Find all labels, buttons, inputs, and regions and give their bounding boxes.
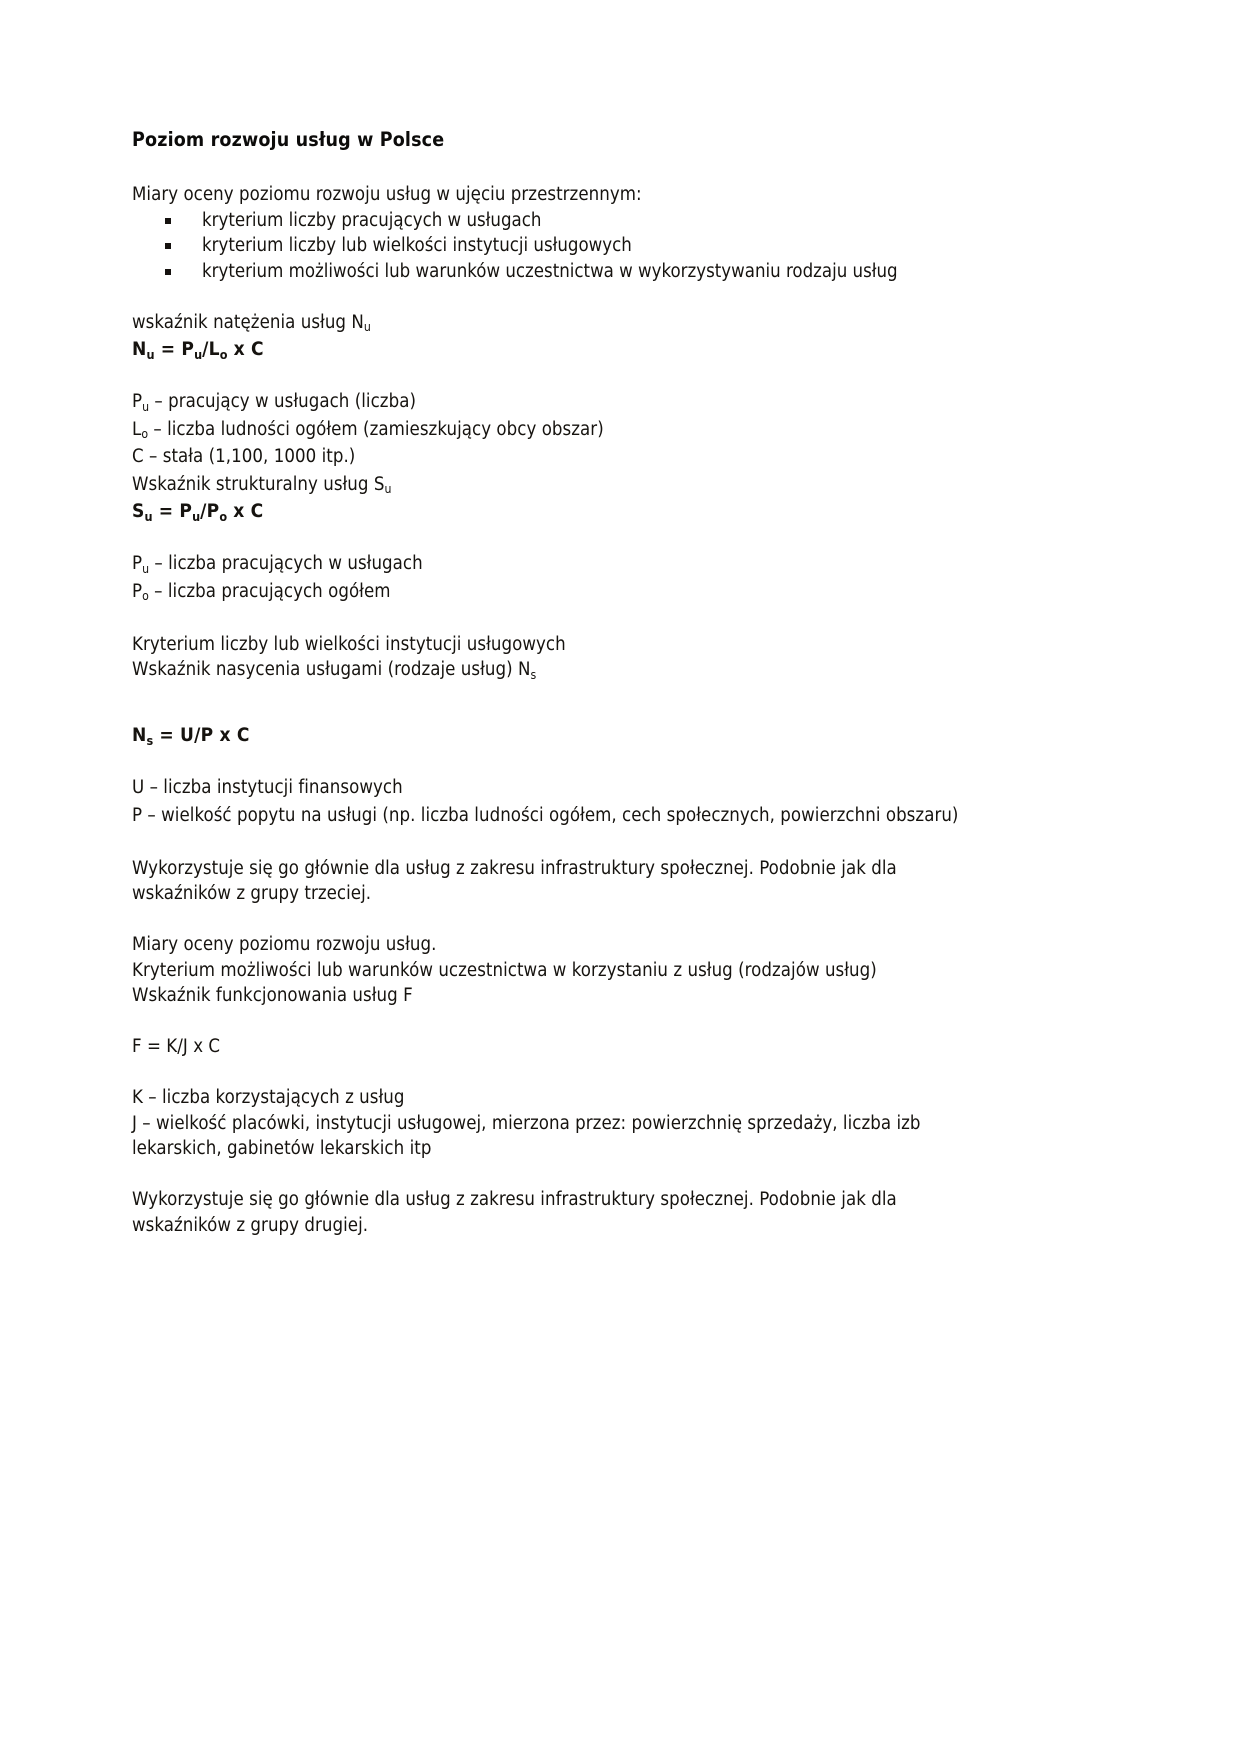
f-lead-line-3: Wskaźnik funkcjonowania usług F [132, 985, 413, 1007]
su-formula-lhs: S [132, 500, 145, 523]
f-formula: F = K/J x C [132, 1036, 221, 1058]
f-definition: K – liczba korzystających z usług [132, 1087, 405, 1109]
su-formula-denominator: P [206, 500, 220, 523]
su-definition-subscript: u [142, 561, 150, 576]
nu-formula-lhs: N [132, 338, 147, 361]
ns-definition-symbol: P [132, 804, 143, 826]
square-bullet-icon [165, 218, 171, 224]
ns-note-line-2: wskaźników z grupy trzeciej. [132, 883, 372, 905]
su-definition-symbol: P [132, 580, 143, 602]
su-formula-lhs-subscript: u [144, 508, 153, 524]
ns-formula-rhs: = U/P x C [153, 724, 250, 747]
f-definition: J – wielkość placówki, instytucji usługowej, mierzona przez: powierzchnię sprzedaży, liczba izb [132, 1112, 921, 1134]
su-definition-symbol: P [132, 553, 143, 575]
nu-definition-text: – stała (1,100, 1000 itp.) [143, 446, 356, 468]
page-title: Poziom rozwoju usług w Polsce [132, 128, 445, 151]
su-formula-numerator-subscript: u [192, 508, 201, 524]
spacer [132, 606, 1092, 632]
su-definition-subscript: o [142, 589, 149, 604]
ns-definition-text: – wielkość popytu na usługi (np. liczba ludności ogółem, cech społecznych, powierzchni obszaru) [142, 804, 959, 826]
su-formula-denominator-subscript: o [219, 508, 228, 524]
nu-formula-lhs-subscript: u [146, 346, 155, 362]
ns-formula-lhs: N [132, 724, 147, 747]
document-body [132, 128, 1092, 1238]
ns-formula [132, 723, 1092, 750]
ns-definition [132, 775, 1092, 803]
f-note-line-1: Wykorzystuje się go głównie dla usług z zakresu infrastruktury społecznej. Podobnie jak dla [132, 1189, 897, 1211]
nu-formula-denominator: L [208, 338, 220, 361]
spacer [132, 907, 1092, 933]
nu-heading [132, 310, 1092, 338]
ns-definition-symbol: U [132, 777, 145, 799]
criteria-list [132, 208, 1092, 285]
spacer [132, 710, 1092, 723]
square-bullet-icon [165, 269, 171, 275]
su-heading-text: Wskaźnik strukturalny usług S [132, 473, 385, 495]
intro-paragraph: Miary oceny poziomu rozwoju usług w ujęciu przestrzennym: [132, 184, 642, 206]
nu-definition-symbol: C [132, 446, 144, 468]
ns-lead-line-2 [132, 657, 1092, 685]
su-formula-slash: / [200, 500, 207, 523]
spacer [132, 1162, 1092, 1188]
ns-lead-line-2-subscript: s [530, 667, 537, 682]
list-item-label: kryterium liczby lub wielkości instytucji usługowych [202, 235, 632, 257]
nu-heading-text: wskaźnik natężenia usług N [132, 311, 364, 333]
su-definition-text: – liczba pracujących w usługach [149, 553, 423, 575]
nu-definition [132, 389, 1092, 417]
spacer [132, 830, 1092, 856]
spacer [132, 364, 1092, 390]
nu-formula-equals: = [154, 338, 182, 361]
nu-definition-subscript: u [142, 399, 150, 414]
nu-definition-text: – liczba ludności ogółem (zamieszkujący obcy obszar) [148, 418, 604, 440]
ns-definition-text: – liczba instytucji finansowych [144, 777, 403, 799]
ns-note-line-1: Wykorzystuje się go głównie dla usług z zakresu infrastruktury społecznej. Podobnie jak dla [132, 857, 897, 879]
su-definition-text: – liczba pracujących ogółem [148, 580, 391, 602]
spacer [132, 1009, 1092, 1035]
list-item [132, 208, 1092, 234]
nu-definition-symbol: L [132, 418, 142, 440]
nu-definition-subscript: o [141, 427, 149, 442]
su-definition [132, 551, 1092, 579]
square-bullet-icon [165, 243, 171, 249]
spacer [132, 526, 1092, 552]
f-note-line-2: wskaźników z grupy drugiej. [132, 1214, 369, 1236]
f-lead-line-1: Miary oceny poziomu rozwoju usług. [132, 934, 437, 956]
ns-formula-lhs-subscript: s [146, 732, 154, 748]
nu-formula-tail: x C [227, 338, 264, 361]
f-lead-line-2: Kryterium możliwości lub warunków uczestnictwa w korzystaniu z usług (rodzajów usług) [132, 959, 877, 981]
su-heading [132, 472, 1092, 500]
nu-formula [132, 337, 1092, 364]
nu-formula-numerator: P [181, 338, 195, 361]
su-formula [132, 499, 1092, 526]
su-formula-numerator: P [179, 500, 193, 523]
su-heading-subscript: u [384, 482, 392, 497]
su-definition [132, 579, 1092, 607]
nu-formula-numerator-subscript: u [194, 346, 203, 362]
list-item [132, 233, 1092, 259]
nu-formula-denominator-subscript: o [219, 346, 228, 362]
ns-lead-line-1: Kryterium liczby lub wielkości instytucji usługowych [132, 633, 566, 655]
spacer [132, 685, 1092, 711]
nu-definition [132, 444, 1092, 472]
su-formula-tail: x C [227, 500, 264, 523]
su-formula-equals: = [152, 500, 180, 523]
list-item-label: kryterium możliwości lub warunków uczestnictwa w wykorzystywaniu rodzaju usług [202, 260, 898, 282]
nu-definition-symbol: P [132, 391, 143, 413]
spacer [132, 284, 1092, 310]
nu-definition [132, 417, 1092, 445]
f-definition-continuation: lekarskich, gabinetów lekarskich itp [132, 1138, 432, 1160]
nu-definition-text: – pracujący w usługach (liczba) [149, 391, 417, 413]
ns-lead-line-2-text: Wskaźnik nasycenia usługami (rodzaje usług) N [132, 659, 531, 681]
nu-heading-subscript: u [363, 320, 371, 335]
list-item-label: kryterium liczby pracujących w usługach [202, 209, 542, 231]
spacer [132, 750, 1092, 776]
spacer [132, 1060, 1092, 1086]
ns-definition [132, 803, 1092, 831]
list-item [132, 259, 1092, 285]
nu-formula-slash: / [202, 338, 209, 361]
